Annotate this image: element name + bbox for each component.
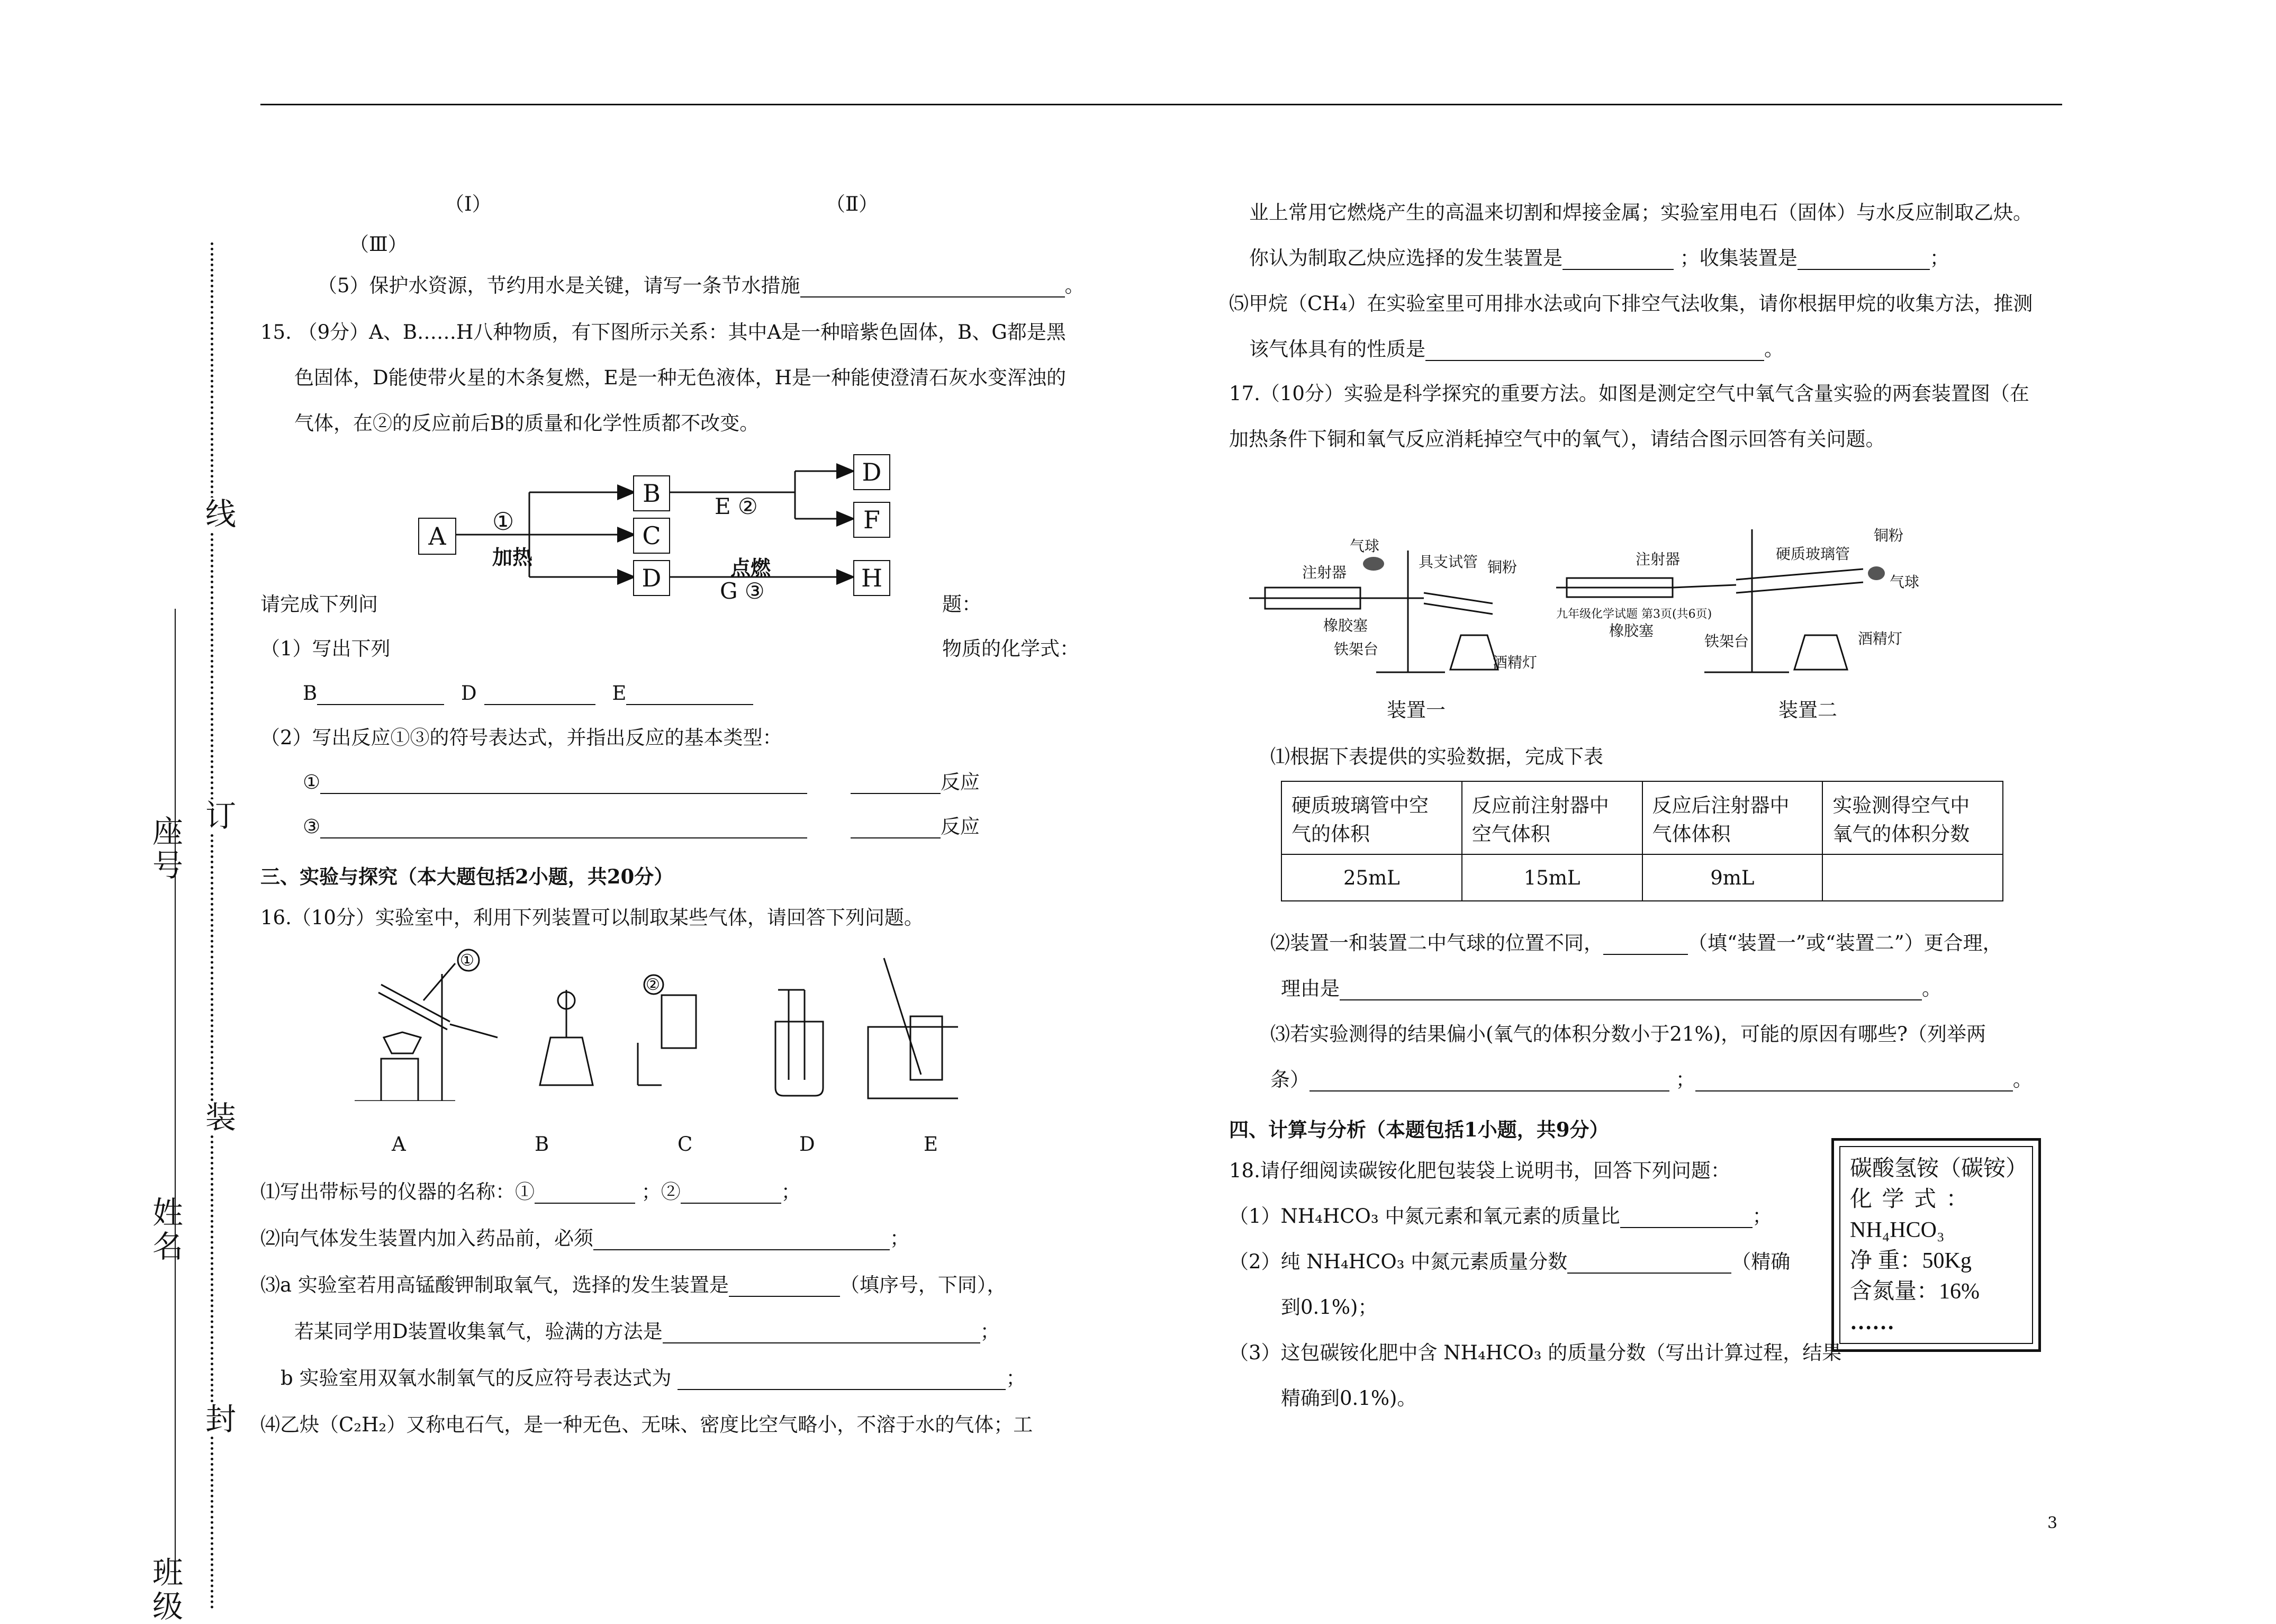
diagram-box-h: H [853, 560, 890, 596]
margin-class-field[interactable] [175, 1334, 176, 1567]
s2-label-lamp: 酒精灯 [1858, 630, 1903, 647]
q16-device-blank[interactable] [729, 1278, 840, 1297]
q16-instrument1-blank[interactable] [535, 1185, 635, 1204]
q16-check-blank[interactable] [593, 1231, 890, 1250]
q18-s3: （3）这包碳铵化肥中含 NH₄HCO₃ 的质量分数（写出计算过程，结果 [1229, 1341, 1842, 1364]
q15-reaction3-row: ③ 反应 [303, 815, 980, 838]
table-header-cell: 实验测得空气中 氧气的体积分数 [1822, 781, 2003, 854]
q17-s3b: 条） ； 。 [1270, 1068, 2033, 1091]
q16-instrument2-blank[interactable] [681, 1185, 781, 1204]
s1-label-syringe: 注射器 [1302, 564, 1347, 581]
s2-label-balloon: 气球 [1890, 573, 1920, 591]
diagram-box-b: B [633, 475, 670, 511]
diagram-box-a: A [418, 518, 456, 555]
q17-reason1-blank[interactable] [1309, 1072, 1669, 1091]
setup-two-figure [1546, 519, 1980, 736]
section4-heading: 四、计算与分析（本题包括1小题，共9分） [1229, 1118, 1609, 1141]
q15-line2: 色固体，D能使带火星的木条复燃，E是一种无色液体，H是一种能使澄清石灰水变浑浊的 [294, 366, 1066, 389]
q15-b-blank[interactable] [317, 686, 444, 705]
margin-bind-label: 装 [196, 1101, 240, 1135]
label-weight: 净 重：50Kg [1850, 1249, 1972, 1273]
apparatus-label-e: E [924, 1133, 938, 1156]
q15-line1: 15. （9分）A、B……H八种物质，有下图所示关系：其中A是一种暗紫色固体，B、G都是黑 [260, 321, 1066, 344]
q18-s2: （2）纯 NH₄HCO₃ 中氮元素质量分数 （精确 [1229, 1250, 1791, 1273]
q16-intro: 16.（10分）实验室中，利用下列装置可以制取某些气体，请回答下列问题。 [260, 906, 924, 929]
apparatus-mark-1: ① [460, 951, 474, 970]
header-rule [260, 104, 2062, 105]
section3-heading: 三、实验与探究（本大题包括2小题，共20分） [260, 865, 674, 888]
q15-e-blank[interactable] [626, 686, 753, 705]
diagram-box-d-product: D [853, 454, 890, 490]
q15-reaction3-type-blank[interactable] [851, 819, 941, 838]
q17-reason2-blank[interactable] [1695, 1072, 2013, 1091]
setup-two-drawing [1546, 519, 1980, 678]
setup-one-caption: 装置一 [1387, 699, 1446, 721]
margin-seal-label: 封 [196, 1403, 240, 1437]
apparatus-drawings [349, 942, 958, 1101]
q17-s2: ⑵装置一和装置二中气球的位置不同， （填“装置一”或“装置二”）更合理， [1270, 932, 2002, 954]
diagram-label-reaction1: ① [492, 507, 514, 536]
apparatus-label-d: D [799, 1133, 815, 1156]
apparatus-label-c: C [678, 1133, 693, 1156]
figure-label-1: （Ⅰ） [445, 193, 492, 215]
q16-cont-l1: 业上常用它燃烧产生的高温来切割和焊接金属；实验室用电石（固体）与水反应制取乙炔。 [1249, 201, 2033, 224]
label-formula-caption: 化 学 式 ： [1850, 1187, 1971, 1212]
diagram-box-f: F [853, 502, 890, 538]
table-header-cell: 反应前注射器中 空气体积 [1462, 781, 1642, 854]
setup-one-balloon [1363, 557, 1384, 571]
q15-sub2: （2）写出反应①③的符号表达式，并指出反应的基本类型： [260, 726, 782, 749]
q17-data-table [1281, 781, 2003, 901]
s2-page-overlay: 九年级化学试题 第3页(共6页) [1556, 605, 1712, 621]
q18-ratio-blank[interactable] [1620, 1209, 1753, 1228]
q16-equation-blank[interactable] [678, 1371, 1006, 1390]
q16-cont-l2: 你认为制取乙炔应选择的发生装置是 ；收集装置是 ； [1249, 247, 1949, 269]
diagram-label-g3: G ③ [720, 578, 765, 604]
q17-l1: 17.（10分）实验是科学探究的重要方法。如图是测定空气中氧气含量实验的两套装置图（在 [1229, 382, 2029, 405]
q16-gen-device-blank[interactable] [1563, 251, 1674, 270]
q16-s3a: ⑶a 实验室若用高锰酸钾制取氧气，选择的发生装置是 （填序号，下同）， [260, 1274, 1007, 1296]
s1-label-balloon: 气球 [1350, 537, 1380, 555]
table-cell-before-volume: 15mL [1462, 854, 1642, 901]
q15-line3: 气体，在②的反应前后B的质量和化学性质都不改变。 [294, 412, 760, 435]
table-header-row [1281, 781, 2003, 854]
q18-s3b: 精确到0.1%)。 [1281, 1387, 1417, 1410]
s1-label-stand: 铁架台 [1334, 640, 1379, 658]
q15-sub1-left: （1）写出下列 [260, 637, 391, 660]
s2-label-stopper: 橡胶塞 [1609, 622, 1654, 639]
setup-one-figure [1244, 519, 1540, 736]
table-row [1281, 854, 2003, 901]
q17-reason-blank[interactable] [1340, 981, 1922, 1000]
diagram-label-ignite: 点燃 [730, 556, 771, 580]
label-nitrogen: 含氮量：16% [1850, 1279, 1980, 1304]
q17-s3: ⑶若实验测得的结果偏小(氧气的体积分数小于21%)，可能的原因有哪些?（列举两 [1270, 1023, 1986, 1045]
label-formula: NH₄HCO₃ [1850, 1218, 1945, 1242]
margin-seat-label: 座号 [147, 815, 183, 883]
q18-intro: 18.请仔细阅读碳铵化肥包装袋上说明书，回答下列问题： [1229, 1159, 1730, 1182]
page-number: 3 [2047, 1514, 2058, 1532]
q17-device-choice-blank[interactable] [1603, 936, 1688, 955]
q15-d-blank[interactable] [484, 686, 595, 705]
figure-label-2: （Ⅱ） [826, 193, 879, 215]
s2-label-stand: 铁架台 [1704, 633, 1749, 650]
q16-s1: ⑴写出带标号的仪器的名称：① ；② ； [260, 1180, 801, 1203]
table-cell-oxygen-fraction[interactable] [1822, 854, 2003, 901]
apparatus-mark-2: ② [646, 976, 660, 994]
apparatus-label-a: A [392, 1133, 406, 1156]
q15-reaction1-type-blank[interactable] [851, 775, 941, 794]
q16-cont-l3: ⑸甲烷（CH₄）在实验室里可用排水法或向下排空气法收集，请你根据甲烷的收集方法，推测 [1229, 292, 2033, 315]
q15-reaction3-blank[interactable] [320, 819, 807, 838]
table-header-cell: 反应后注射器中 气体体积 [1642, 781, 1823, 854]
q16-cont-l4: 该气体具有的性质是 。 [1249, 338, 1784, 360]
diagram-label-e2: E ② [715, 493, 758, 519]
reaction-diagram [413, 445, 910, 603]
q18-fraction-blank[interactable] [1567, 1255, 1731, 1274]
q15-sub1-right: 物质的化学式： [942, 637, 1079, 660]
q16-property-blank[interactable] [1425, 342, 1764, 361]
q17-s1: ⑴根据下表提供的实验数据，完成下表 [1270, 745, 1603, 768]
s1-label-copper: 铜粉 [1487, 558, 1518, 576]
q16-s3b: 若某同学用D装置收集氧气，验满的方法是 ； [294, 1320, 1000, 1343]
margin-class-label: 班级 [147, 1556, 183, 1624]
table-header-cell: 硬质玻璃管中空 气的体积 [1281, 781, 1462, 854]
q14-5-answer-blank[interactable] [800, 278, 1065, 297]
q15-reaction1-row: ① 反应 [303, 771, 980, 793]
apparatus-label-b: B [535, 1133, 549, 1156]
setup-two-balloon [1868, 566, 1885, 580]
label-title: 碳酸氢铵（碳铵） [1850, 1157, 2028, 1181]
diagram-box-c: C [633, 518, 670, 554]
apparatus-figure [349, 942, 958, 1165]
s1-label-tube: 具支试管 [1419, 553, 1478, 571]
q16-collect-device-blank[interactable] [1798, 251, 1930, 270]
fertilizer-label [1831, 1138, 2041, 1352]
s2-label-syringe: 注射器 [1636, 551, 1681, 568]
q18-s2c: 到0.1%)； [1281, 1296, 1378, 1319]
table-cell-after-volume: 9mL [1642, 854, 1823, 901]
s2-label-copper: 铜粉 [1874, 527, 1904, 544]
q15-formula-blanks: B D E [303, 682, 753, 705]
q17-s2c: 理由是 。 [1281, 977, 1941, 1000]
q14-5-text: （5）保护水资源，节约用水是关键，请写一条节水措施 。 [318, 274, 1085, 297]
diagram-label-heat: 加热 [492, 545, 533, 569]
q15-ask-left: 请完成下列问 [260, 593, 378, 616]
margin-line-label: 线 [196, 498, 240, 531]
q17-l2: 加热条件下铜和氧气反应消耗掉空气中的氧气），请结合图示回答有关问题。 [1229, 428, 1885, 450]
q16-fullcheck-blank[interactable] [663, 1324, 980, 1343]
q16-s4: ⑷乙炔（C₂H₂）又称电石气，是一种无色、无味、密度比空气略小，不溶于水的气体；工 [260, 1413, 1033, 1436]
setup-two-caption: 装置二 [1778, 699, 1837, 721]
q16-s2: ⑵向气体发生装置内加入药品前，必须 ； [260, 1227, 909, 1250]
q18-s1: （1）NH₄HCO₃ 中氮元素和氧元素的质量比 ； [1229, 1205, 1772, 1228]
diagram-box-d: D [633, 560, 670, 596]
table-cell-tube-volume: 25mL [1281, 854, 1462, 901]
s1-label-lamp: 酒精灯 [1493, 654, 1538, 671]
figure-label-3: （Ⅲ） [349, 233, 408, 256]
margin-order-label: 订 [196, 799, 240, 833]
s1-label-stopper: 橡胶塞 [1323, 617, 1368, 634]
s2-label-tube: 硬质玻璃管 [1776, 545, 1850, 563]
fertilizer-label-inner [1839, 1146, 2033, 1344]
q16-s3c: b 实验室用双氧水制氧气的反应符号表达式为 ； [281, 1367, 1026, 1390]
q15-ask-right: 题： [942, 593, 981, 616]
margin-name-label: 姓名 [147, 1196, 183, 1264]
q15-reaction1-blank[interactable] [320, 775, 807, 794]
label-more: …… [1850, 1310, 1894, 1334]
